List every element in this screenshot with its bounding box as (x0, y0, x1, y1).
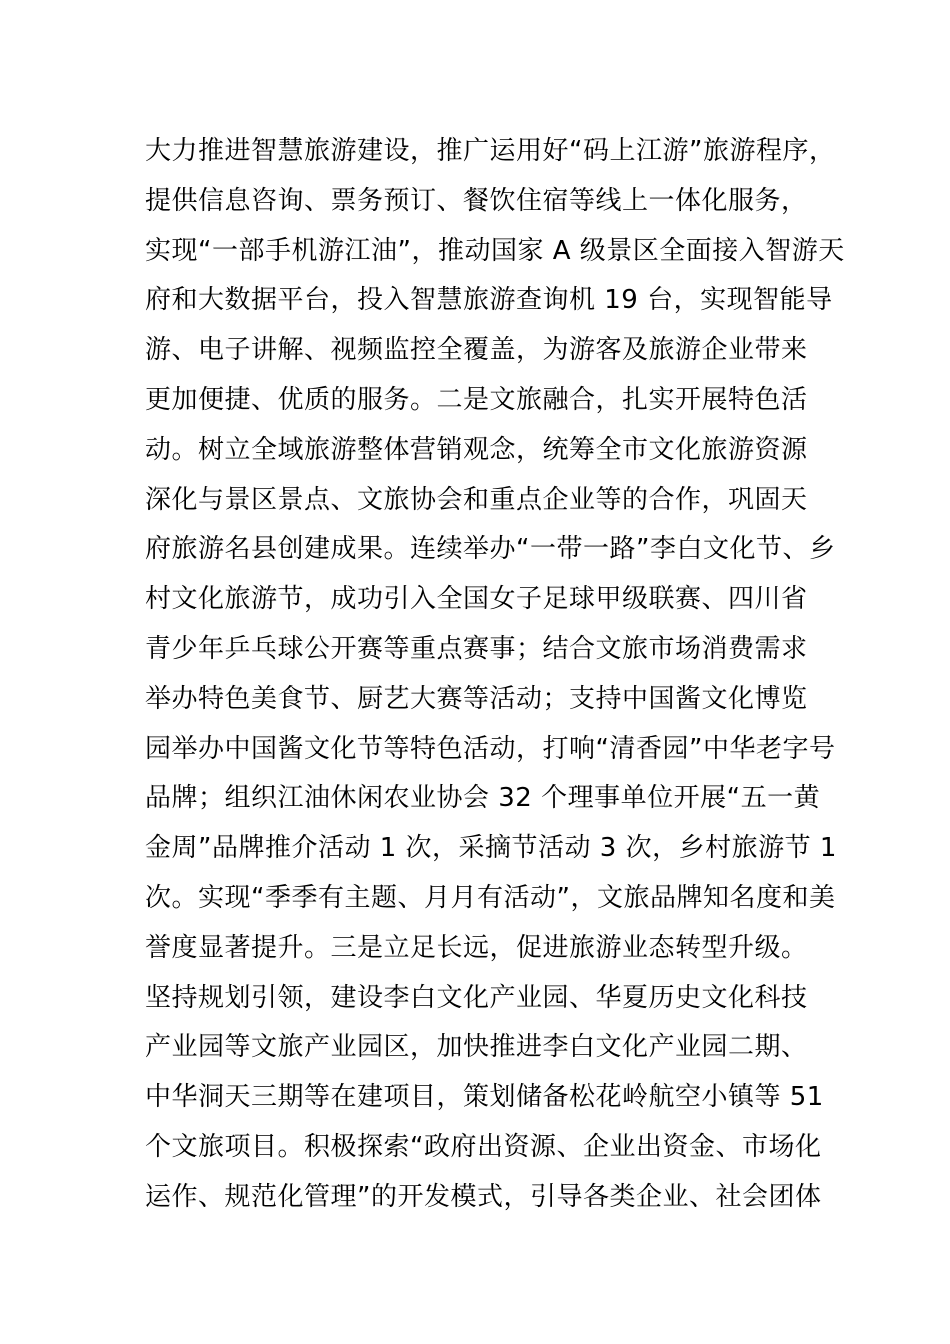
text-line: 中华洞天三期等在建项目，策划储备松花岭航空小镇等 51 (145, 1082, 824, 1113)
text-line: 游、电子讲解、视频监控全覆盖，为游客及旅游企业带来 (145, 335, 808, 366)
text-line: 实现“一部手机游江油”，推动国家 A 级景区全面接入智游天 (145, 235, 845, 266)
text-line: 品牌；组织江油休闲农业协会 32 个理事单位开展“五一黄 (145, 783, 821, 814)
text-line: 青少年乒乓球公开赛等重点赛事；结合文旅市场消费需求 (145, 633, 808, 664)
text-line: 金周”品牌推介活动 1 次，采摘节活动 3 次，乡村旅游节 1 (145, 833, 837, 864)
text-line: 坚持规划引领，建设李白文化产业园、华夏历史文化科技 (145, 982, 808, 1013)
text-line: 府和大数据平台，投入智慧旅游查询机 19 台，实现智能导 (145, 285, 833, 316)
text-line: 动。树立全域旅游整体营销观念，统筹全市文化旅游资源 (145, 434, 808, 465)
text-line: 府旅游名县创建成果。连续举办“一带一路”李白文化节、乡 (145, 534, 836, 565)
text-line: 誉度显著提升。三是立足长远，促进旅游业态转型升级。 (145, 932, 808, 963)
text-line: 次。实现“季季有主题、月月有活动”，文旅品牌知名度和美 (145, 882, 836, 913)
text-line: 运作、规范化管理”的开发模式，引导各类企业、社会团体 (145, 1181, 822, 1212)
text-line: 更加便捷、优质的服务。二是文旅融合，扎实开展特色活 (145, 384, 808, 415)
text-line: 个文旅项目。积极探索“政府出资源、企业出资金、市场化 (145, 1131, 822, 1162)
text-line: 提供信息咨询、票务预订、餐饮住宿等线上一体化服务， (145, 185, 808, 216)
text-line: 举办特色美食节、厨艺大赛等活动；支持中国酱文化博览 (145, 683, 808, 714)
body-paragraph (145, 127, 845, 1223)
text-line: 村文化旅游节，成功引入全国女子足球甲级联赛、四川省 (145, 584, 808, 615)
text-line: 产业园等文旅产业园区，加快推进李白文化产业园二期、 (145, 1032, 808, 1063)
text-line: 园举办中国酱文化节等特色活动，打响“清香园”中华老字号 (145, 733, 836, 764)
text-line: 大力推进智慧旅游建设，推广运用好“码上江游”旅游程序， (145, 136, 836, 166)
text-line: 深化与景区景点、文旅协会和重点企业等的合作，巩固天 (145, 484, 808, 515)
